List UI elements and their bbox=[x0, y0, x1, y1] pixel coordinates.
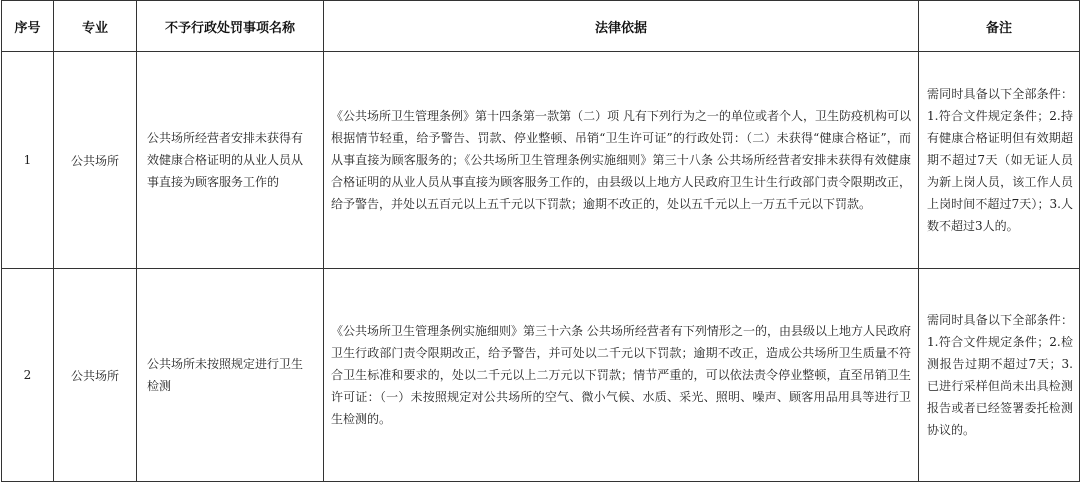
row-legal-basis: 《公共场所卫生管理条例实施细则》第三十六条 公共场所经营者有下列情形之一的，由县级以上地方人民政府卫生行政部门责令限期改正，给予警告，并可处以二千元以下罚款；逾期不改正，造成公共场所卫生质量不符合卫生标准和要求的，处以二千元以上二万元以下罚款；情节严重的，可以依法责令停业整顿，直至吊销卫生许可证：（一）未按照规定对公共场所的空气、微小气候、水质、采光、照明、噪声、顾客用品用具等进行卫生检测的。 bbox=[324, 269, 919, 482]
header-item-name: 不予行政处罚事项名称 bbox=[137, 1, 324, 52]
header-field: 专业 bbox=[54, 1, 137, 52]
row-field: 公共场所 bbox=[54, 52, 137, 269]
row-remarks: 需同时具备以下全部条件：1.符合文件规定条件；2.检测报告过期不超过7天；3.已进行采样但尚未出具检测报告或者已经签署委托检测协议的。 bbox=[919, 269, 1080, 482]
header-seq: 序号 bbox=[2, 1, 54, 52]
row-legal-basis: 《公共场所卫生管理条例》第十四条第一款第（二）项 凡有下列行为之一的单位或者个人，卫生防疫机构可以根据情节轻重，给予警告、罚款、停业整顿、吊销“卫生许可证”的行政处罚：（二）未获得“健康合格证”，而从事直接为顾客服务的；《公共场所卫生管理条例实施细则》第三十八条 公共场所经营者安排未获得有效健康合格证明的从业人员从事直接为顾客服务工作的，由县级以上地方人民政府卫生计生行政部门责令限期改正，给予警告，并处以五百元以上五千元以下罚款；逾期不改正的，处以五千元以上一万五千元以下罚款。 bbox=[324, 52, 919, 269]
table-row bbox=[2, 269, 1080, 482]
penalty-exemption-table bbox=[1, 0, 1080, 482]
row-field: 公共场所 bbox=[54, 269, 137, 482]
table-row bbox=[2, 52, 1080, 269]
header-remarks: 备注 bbox=[919, 1, 1080, 52]
table-header-row bbox=[2, 1, 1080, 52]
row-item-name: 公共场所经营者安排未获得有效健康合格证明的从业人员从事直接为顾客服务工作的 bbox=[137, 52, 324, 269]
row-item-name: 公共场所未按照规定进行卫生检测 bbox=[137, 269, 324, 482]
row-remarks: 需同时具备以下全部条件：1.符合文件规定条件；2.持有健康合格证明但有效期超期不超过7天（如无证人员为新上岗人员，该工作人员上岗时间不超过7天）；3.人数不超过3人的。 bbox=[919, 52, 1080, 269]
row-seq: 2 bbox=[2, 269, 54, 482]
header-legal-basis: 法律依据 bbox=[324, 1, 919, 52]
row-seq: 1 bbox=[2, 52, 54, 269]
